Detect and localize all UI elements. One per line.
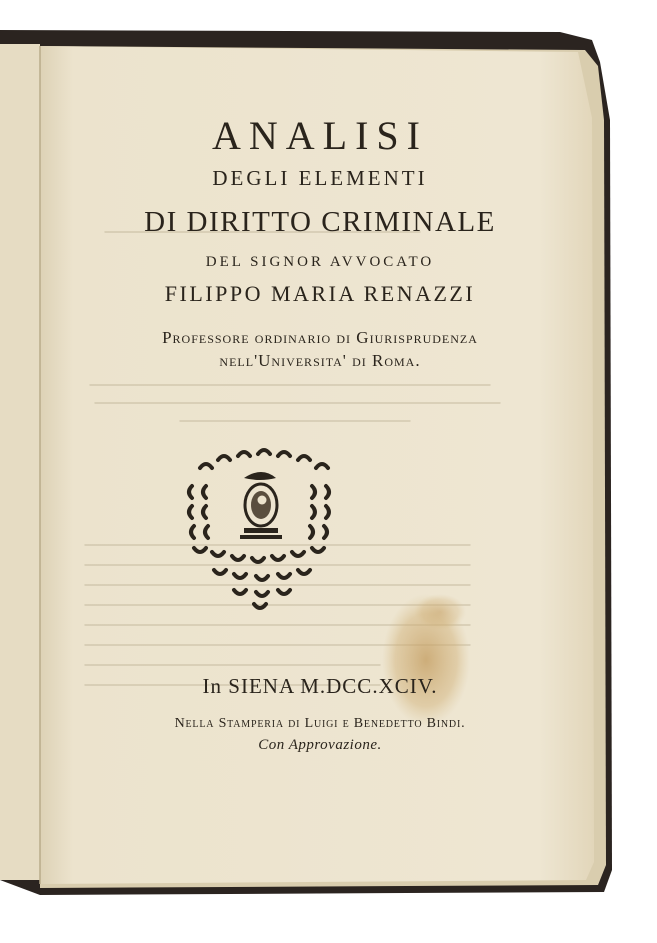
author-role-line-1: Professore ordinario di Giurisprudenza: [162, 328, 478, 347]
author-name: FILIPPO MARIA RENAZZI: [164, 281, 476, 306]
imprint-approval: Con Approvazione.: [258, 737, 382, 753]
book-title: ANALISI: [212, 113, 428, 158]
author-role-line-2: nell'Universita' di Roma.: [219, 351, 421, 370]
subtitle-line-1: DEGLI ELEMENTI: [212, 166, 428, 190]
author-prefix: DEL SIGNOR AVVOCATO: [205, 254, 435, 270]
flyleaf: [0, 44, 40, 880]
subtitle-line-2: DI DIRITTO CRIMINALE: [144, 206, 496, 238]
foxing-stain-small: [414, 594, 466, 630]
imprint-printer: Nella Stamperia di Luigi e Benedetto Bindi.: [174, 716, 466, 731]
imprint-place-date: In SIENA M.DCC.XCIV.: [202, 674, 438, 698]
